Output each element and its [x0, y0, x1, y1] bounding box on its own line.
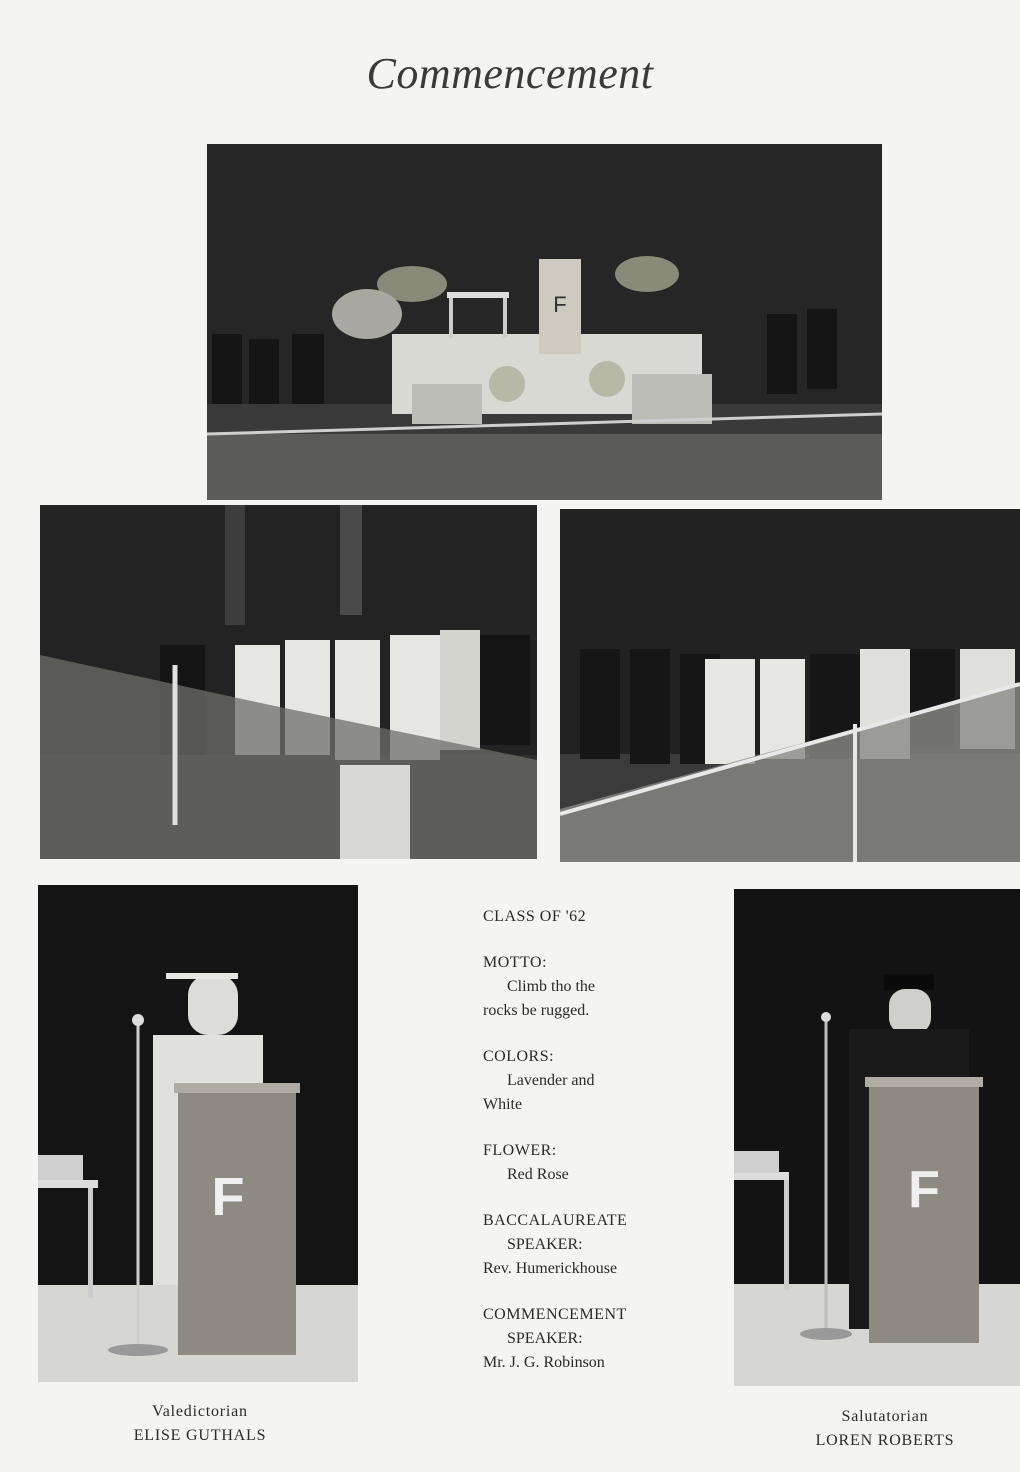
- baccalaureate-speaker-label: SPEAKER:: [507, 1236, 583, 1253]
- colors-line-1: Lavender and: [507, 1072, 595, 1089]
- salutatorian-photo: [734, 889, 1020, 1386]
- colors-line-2: White: [483, 1096, 523, 1113]
- motto-line-2: rocks be rugged.: [483, 1002, 590, 1019]
- salutatorian-name: LOREN ROBERTS: [815, 1432, 955, 1449]
- colors-label: COLORS:: [483, 1048, 555, 1065]
- page-title: Commencement: [366, 49, 654, 98]
- motto-line-1: Climb tho the: [507, 978, 595, 995]
- flower-label: FLOWER:: [483, 1142, 557, 1159]
- svg-text:F: F: [211, 1167, 245, 1227]
- valedictorian-name: ELISE GUTHALS: [133, 1427, 267, 1444]
- baccalaureate-speaker: Rev. Humerickhouse: [483, 1260, 618, 1277]
- valedictorian-role: Valedictorian: [152, 1403, 248, 1420]
- class-info: [483, 905, 713, 1397]
- baccalaureate-label: BACCALAUREATE: [483, 1212, 628, 1229]
- graduates-right-photo: [560, 509, 1020, 862]
- commencement-label: COMMENCEMENT: [483, 1306, 627, 1323]
- salutatorian-role: Salutatorian: [841, 1408, 929, 1425]
- valedictorian-photo: [38, 885, 358, 1382]
- salutatorian-caption: [770, 1405, 1000, 1453]
- class-heading: CLASS OF '62: [483, 908, 587, 925]
- valedictorian-caption: [80, 1400, 320, 1448]
- flower-value: Red Rose: [507, 1166, 569, 1183]
- commencement-speaker-label: SPEAKER:: [507, 1330, 583, 1347]
- svg-text:F: F: [553, 292, 567, 317]
- svg-text:F: F: [908, 1161, 940, 1219]
- commencement-speaker: Mr. J. G. Robinson: [483, 1354, 605, 1371]
- stage-photo: [207, 144, 882, 500]
- graduates-left-photo: [40, 505, 537, 859]
- motto-label: MOTTO:: [483, 954, 548, 971]
